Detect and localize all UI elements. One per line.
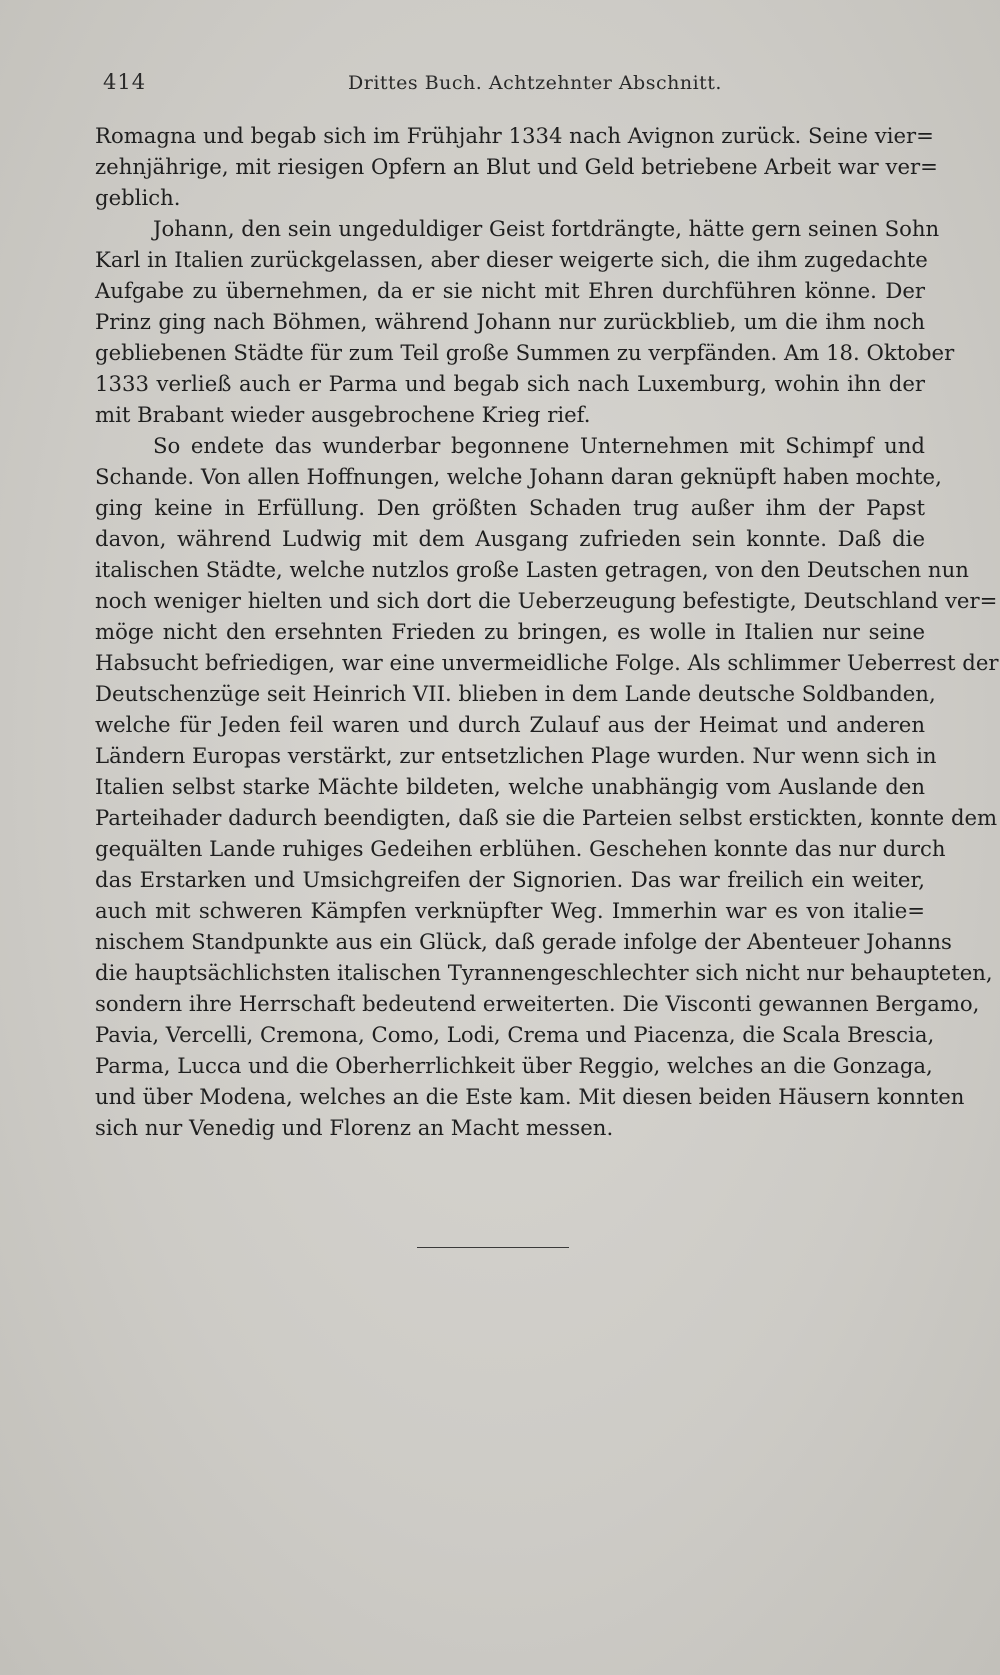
text-line: sondern ihre Herrschaft bedeutend erweiterten. Die Visconti gewannen Bergamo, bbox=[95, 991, 980, 1016]
text-line: davon, während Ludwig mit dem Ausgang zufrieden sein konnte. Daß die bbox=[95, 526, 925, 551]
text-line: Schande. Von allen Hoffnungen, welche Johann daran geknüpft haben mochte, bbox=[95, 464, 942, 489]
text-line: Italien selbst starke Mächte bildeten, welche unabhängig vom Auslande den bbox=[95, 774, 925, 799]
text-line: Romagna und begab sich im Frühjahr 1334 nach Avignon zurück. Seine vier= bbox=[95, 123, 934, 148]
text-line: Parma, Lucca und die Oberherrlichkeit über Reggio, welches an die Gonzaga, bbox=[95, 1053, 933, 1078]
text-line: sich nur Venedig und Florenz an Macht messen. bbox=[95, 1115, 614, 1140]
text-line: Karl in Italien zurückgelassen, aber dieser weigerte sich, die ihm zugedachte bbox=[95, 247, 928, 272]
text-line: möge nicht den ersehnten Frieden zu bringen, es wolle in Italien nur seine bbox=[95, 619, 925, 644]
text-line: Pavia, Vercelli, Cremona, Como, Lodi, Crema und Piacenza, die Scala Brescia, bbox=[95, 1022, 935, 1047]
running-head: Drittes Buch. Achtzehnter Abschnitt. bbox=[348, 72, 722, 94]
page-number: 414 bbox=[103, 70, 147, 94]
text-line: mit Brabant wieder ausgebrochene Krieg rief. bbox=[95, 402, 591, 427]
text-line: Ländern Europas verstärkt, zur entsetzlichen Plage wurden. Nur wenn sich in bbox=[95, 743, 937, 768]
text-line: die hauptsächlichsten italischen Tyrannengeschlechter sich nicht nur behaupteten, bbox=[95, 960, 993, 985]
text-line: auch mit schweren Kämpfen verknüpfter Weg. Immerhin war es von italie= bbox=[95, 898, 925, 923]
text-line: Prinz ging nach Böhmen, während Johann nur zurückblieb, um die ihm noch bbox=[95, 309, 925, 334]
text-line: das Erstarken und Umsichgreifen der Signorien. Das war freilich ein weiter, bbox=[95, 867, 925, 892]
paragraph bbox=[95, 120, 938, 213]
text-line: gequälten Lande ruhiges Gedeihen erblühen. Geschehen konnte das nur durch bbox=[95, 836, 946, 861]
text-line: ging keine in Erfüllung. Den größten Schaden trug außer ihm der Papst bbox=[95, 495, 925, 520]
page-header bbox=[103, 70, 903, 110]
text-line: gebliebenen Städte für zum Teil große Summen zu verpfänden. Am 18. Oktober bbox=[95, 340, 955, 365]
paragraph bbox=[95, 430, 999, 1143]
paragraph bbox=[95, 213, 955, 430]
text-line: zehnjährige, mit riesigen Opfern an Blut und Geld betriebene Arbeit war ver= bbox=[95, 154, 938, 179]
text-line: nischem Standpunkte aus ein Glück, daß gerade infolge der Abenteuer Johanns bbox=[95, 929, 952, 954]
text-line: Aufgabe zu übernehmen, da er sie nicht mit Ehren durchführen könne. Der bbox=[95, 278, 925, 303]
text-line: 1333 verließ auch er Parma und begab sich nach Luxemburg, wohin ihn der bbox=[95, 371, 925, 396]
text-line: noch weniger hielten und sich dort die Ueberzeugung befestigte, Deutschland ver= bbox=[95, 588, 998, 613]
section-end-rule bbox=[417, 1247, 569, 1248]
text-line: und über Modena, welches an die Este kam. Mit diesen beiden Häusern konnten bbox=[95, 1084, 965, 1109]
text-line: Parteihader dadurch beendigten, daß sie die Parteien selbst erstickten, konnte dem bbox=[95, 805, 998, 830]
text-line: Johann, den sein ungeduldiger Geist fortdrängte, hätte gern seinen Sohn bbox=[153, 216, 940, 241]
text-line: italischen Städte, welche nutzlos große Lasten getragen, von den Deutschen nun bbox=[95, 557, 969, 582]
text-line: geblich. bbox=[95, 185, 181, 210]
body-text bbox=[95, 120, 999, 1143]
text-line: Deutschenzüge seit Heinrich VII. blieben in dem Lande deutsche Soldbanden, bbox=[95, 681, 936, 706]
text-line: Habsucht befriedigen, war eine unvermeidliche Folge. Als schlimmer Ueberrest der bbox=[95, 650, 999, 675]
text-line: welche für Jeden feil waren und durch Zulauf aus der Heimat und anderen bbox=[95, 712, 925, 737]
text-line: So endete das wunderbar begonnene Unternehmen mit Schimpf und bbox=[153, 433, 925, 458]
